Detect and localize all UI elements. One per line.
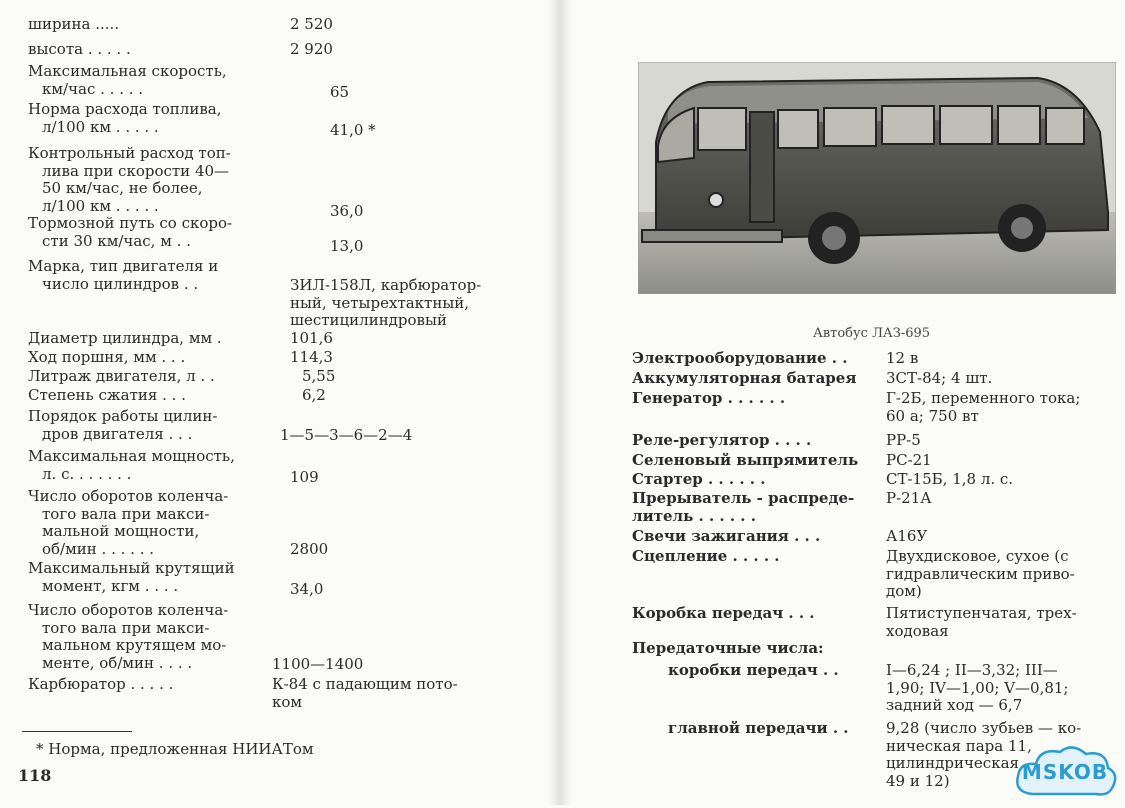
spec-value: 114,3 <box>290 348 333 366</box>
spec-value: К-84 с падающим пото- <box>272 675 458 693</box>
spec-label: Диаметр цилиндра, мм . <box>28 329 222 347</box>
spec-value: 2 920 <box>290 40 333 58</box>
spec-value: 1100—1400 <box>272 655 364 674</box>
spec-label: лива при скорости 40— <box>42 161 230 180</box>
spec-value: Р-21А <box>886 489 932 507</box>
spec-label: Марка, тип двигателя и <box>28 257 219 275</box>
spec-label: число цилиндров . . <box>42 274 199 293</box>
spec-label: того вала при макси- <box>42 618 210 637</box>
spec-label: Норма расхода топлива, <box>28 100 222 118</box>
spec-value: 5,55 <box>302 367 336 385</box>
spec-label: того вала при макси- <box>42 504 210 523</box>
spec-label: Максимальный крутящий <box>28 559 235 577</box>
spec-value: задний ход — 6,7 <box>886 696 1023 714</box>
logo-text: MSKOB <box>1021 760 1109 784</box>
spec-value: 60 а; 750 вт <box>886 406 979 425</box>
spec-label: мальной мощности, <box>42 522 200 540</box>
spec-value: 9,28 (число зубьев — ко- <box>886 719 1082 737</box>
spec-value: дом) <box>886 582 922 600</box>
spec-value: ный, четырехтактный, <box>290 293 470 312</box>
spec-value: ходовая <box>886 621 949 640</box>
spec-value: гидравлическим приво- <box>886 564 1075 583</box>
spec-label: менте, об/мин . . . . <box>42 653 193 672</box>
spec-label: Селеновый выпрямитель <box>632 451 859 469</box>
spec-value: 34,0 <box>290 580 324 598</box>
spec-label: л/100 км . . . . . <box>42 117 159 136</box>
spec-label: л. с. . . . . . . <box>42 464 132 483</box>
spec-value: ническая пара 11, <box>886 736 1032 755</box>
spec-value: А16У <box>886 527 928 545</box>
spec-label: Степень сжатия . . . <box>28 386 186 404</box>
spec-label: Прерыватель - распреде- <box>632 489 855 507</box>
spec-value: Двухдисковое, сухое (с <box>886 547 1069 565</box>
spec-value: Г-2Б, переменного тока; <box>886 389 1081 407</box>
spec-label: Число оборотов коленча- <box>28 487 229 505</box>
spec-value: I—6,24 ; II—3,32; III— <box>886 661 1058 679</box>
spec-value: цилиндрическая <box>886 754 1019 772</box>
spec-label: Сцепление . . . . . <box>632 547 780 565</box>
spec-value: ЗИЛ-158Л, карбюратор- <box>290 276 482 295</box>
spec-label: мальном крутящем мо- <box>42 636 227 654</box>
spec-label: Стартер . . . . . . <box>632 470 766 488</box>
spec-value: 6,2 <box>302 386 326 404</box>
bus-photo <box>638 62 1116 294</box>
spec-label: об/мин . . . . . . <box>42 539 154 558</box>
spec-label: Свечи зажигания . . . <box>632 527 821 545</box>
spec-label: сти 30 км/час, м . . <box>42 231 191 250</box>
spec-label: Ход поршня, мм . . . <box>28 348 186 366</box>
spec-label: момент, кгм . . . . <box>42 576 179 595</box>
spec-label: ширина ..... <box>28 15 120 33</box>
spec-value: 109 <box>290 468 319 486</box>
spec-value: 1—5—3—6—2—4 <box>280 426 413 445</box>
spec-label: Передаточные числа: <box>632 639 824 657</box>
spec-value: 41,0 * <box>330 121 376 139</box>
spec-value: 13,0 <box>330 236 364 255</box>
spec-value: РС-21 <box>886 451 932 469</box>
spec-value: ком <box>272 692 303 711</box>
spec-value: 12 в <box>886 349 919 367</box>
spec-label: 50 км/час, не более, <box>42 179 203 197</box>
spec-value: 2800 <box>290 539 329 558</box>
spec-value: 49 и 12) <box>886 771 950 790</box>
spec-label: высота . . . . . <box>28 40 131 58</box>
spec-value: 1,90; IV—1,00; V—0,81; <box>886 678 1069 697</box>
spec-label: Тормозной путь со скоро- <box>28 214 233 232</box>
spec-label: Максимальная мощность, <box>28 447 235 465</box>
spec-label: Карбюратор . . . . . <box>28 675 174 693</box>
spec-label: литель . . . . . . <box>632 506 756 525</box>
photo-caption: Автобус ЛАЗ-695 <box>813 326 931 341</box>
footnote: * Норма, предложенная НИИАТом <box>36 740 314 758</box>
spec-label: км/час . . . . . <box>42 79 144 98</box>
spec-value: шестицилиндровый <box>290 311 447 330</box>
spec-label: Электрооборудование . . <box>632 349 848 367</box>
spec-value: Пятиступенчатая, трех- <box>886 604 1077 622</box>
page-number: 118 <box>18 766 52 785</box>
spec-label: Генератор . . . . . . <box>632 389 786 407</box>
spec-label: л/100 км . . . . . <box>42 196 159 215</box>
spec-label: Порядок работы цилин- <box>28 407 218 425</box>
mskob-logo <box>1010 742 1120 804</box>
spec-value: 101,6 <box>290 329 333 347</box>
footnote-rule <box>22 731 132 732</box>
spec-value: 36,0 <box>330 201 364 220</box>
spec-value: 2 520 <box>290 15 333 33</box>
spec-label: дров двигателя . . . <box>42 424 193 443</box>
spec-value: РР-5 <box>886 431 921 449</box>
spec-label: Реле-регулятор . . . . <box>632 431 812 449</box>
spec-label: Коробка передач . . . <box>632 604 815 622</box>
spec-label: Литраж двигателя, л . . <box>28 367 215 385</box>
spec-value: 3СТ-84; 4 шт. <box>886 369 993 387</box>
spec-label: Аккумуляторная батарея <box>632 369 857 387</box>
spec-label: Число оборотов коленча- <box>28 601 229 619</box>
spec-value: 65 <box>330 83 350 101</box>
spec-label: Максимальная скорость, <box>28 62 227 80</box>
left-page <box>0 0 560 805</box>
spec-value: СТ-15Б, 1,8 л. с. <box>886 470 1014 488</box>
spec-label: коробки передач . . <box>668 661 839 679</box>
spec-label: главной передачи . . <box>668 719 849 737</box>
spec-label: Контрольный расход топ- <box>28 144 231 162</box>
